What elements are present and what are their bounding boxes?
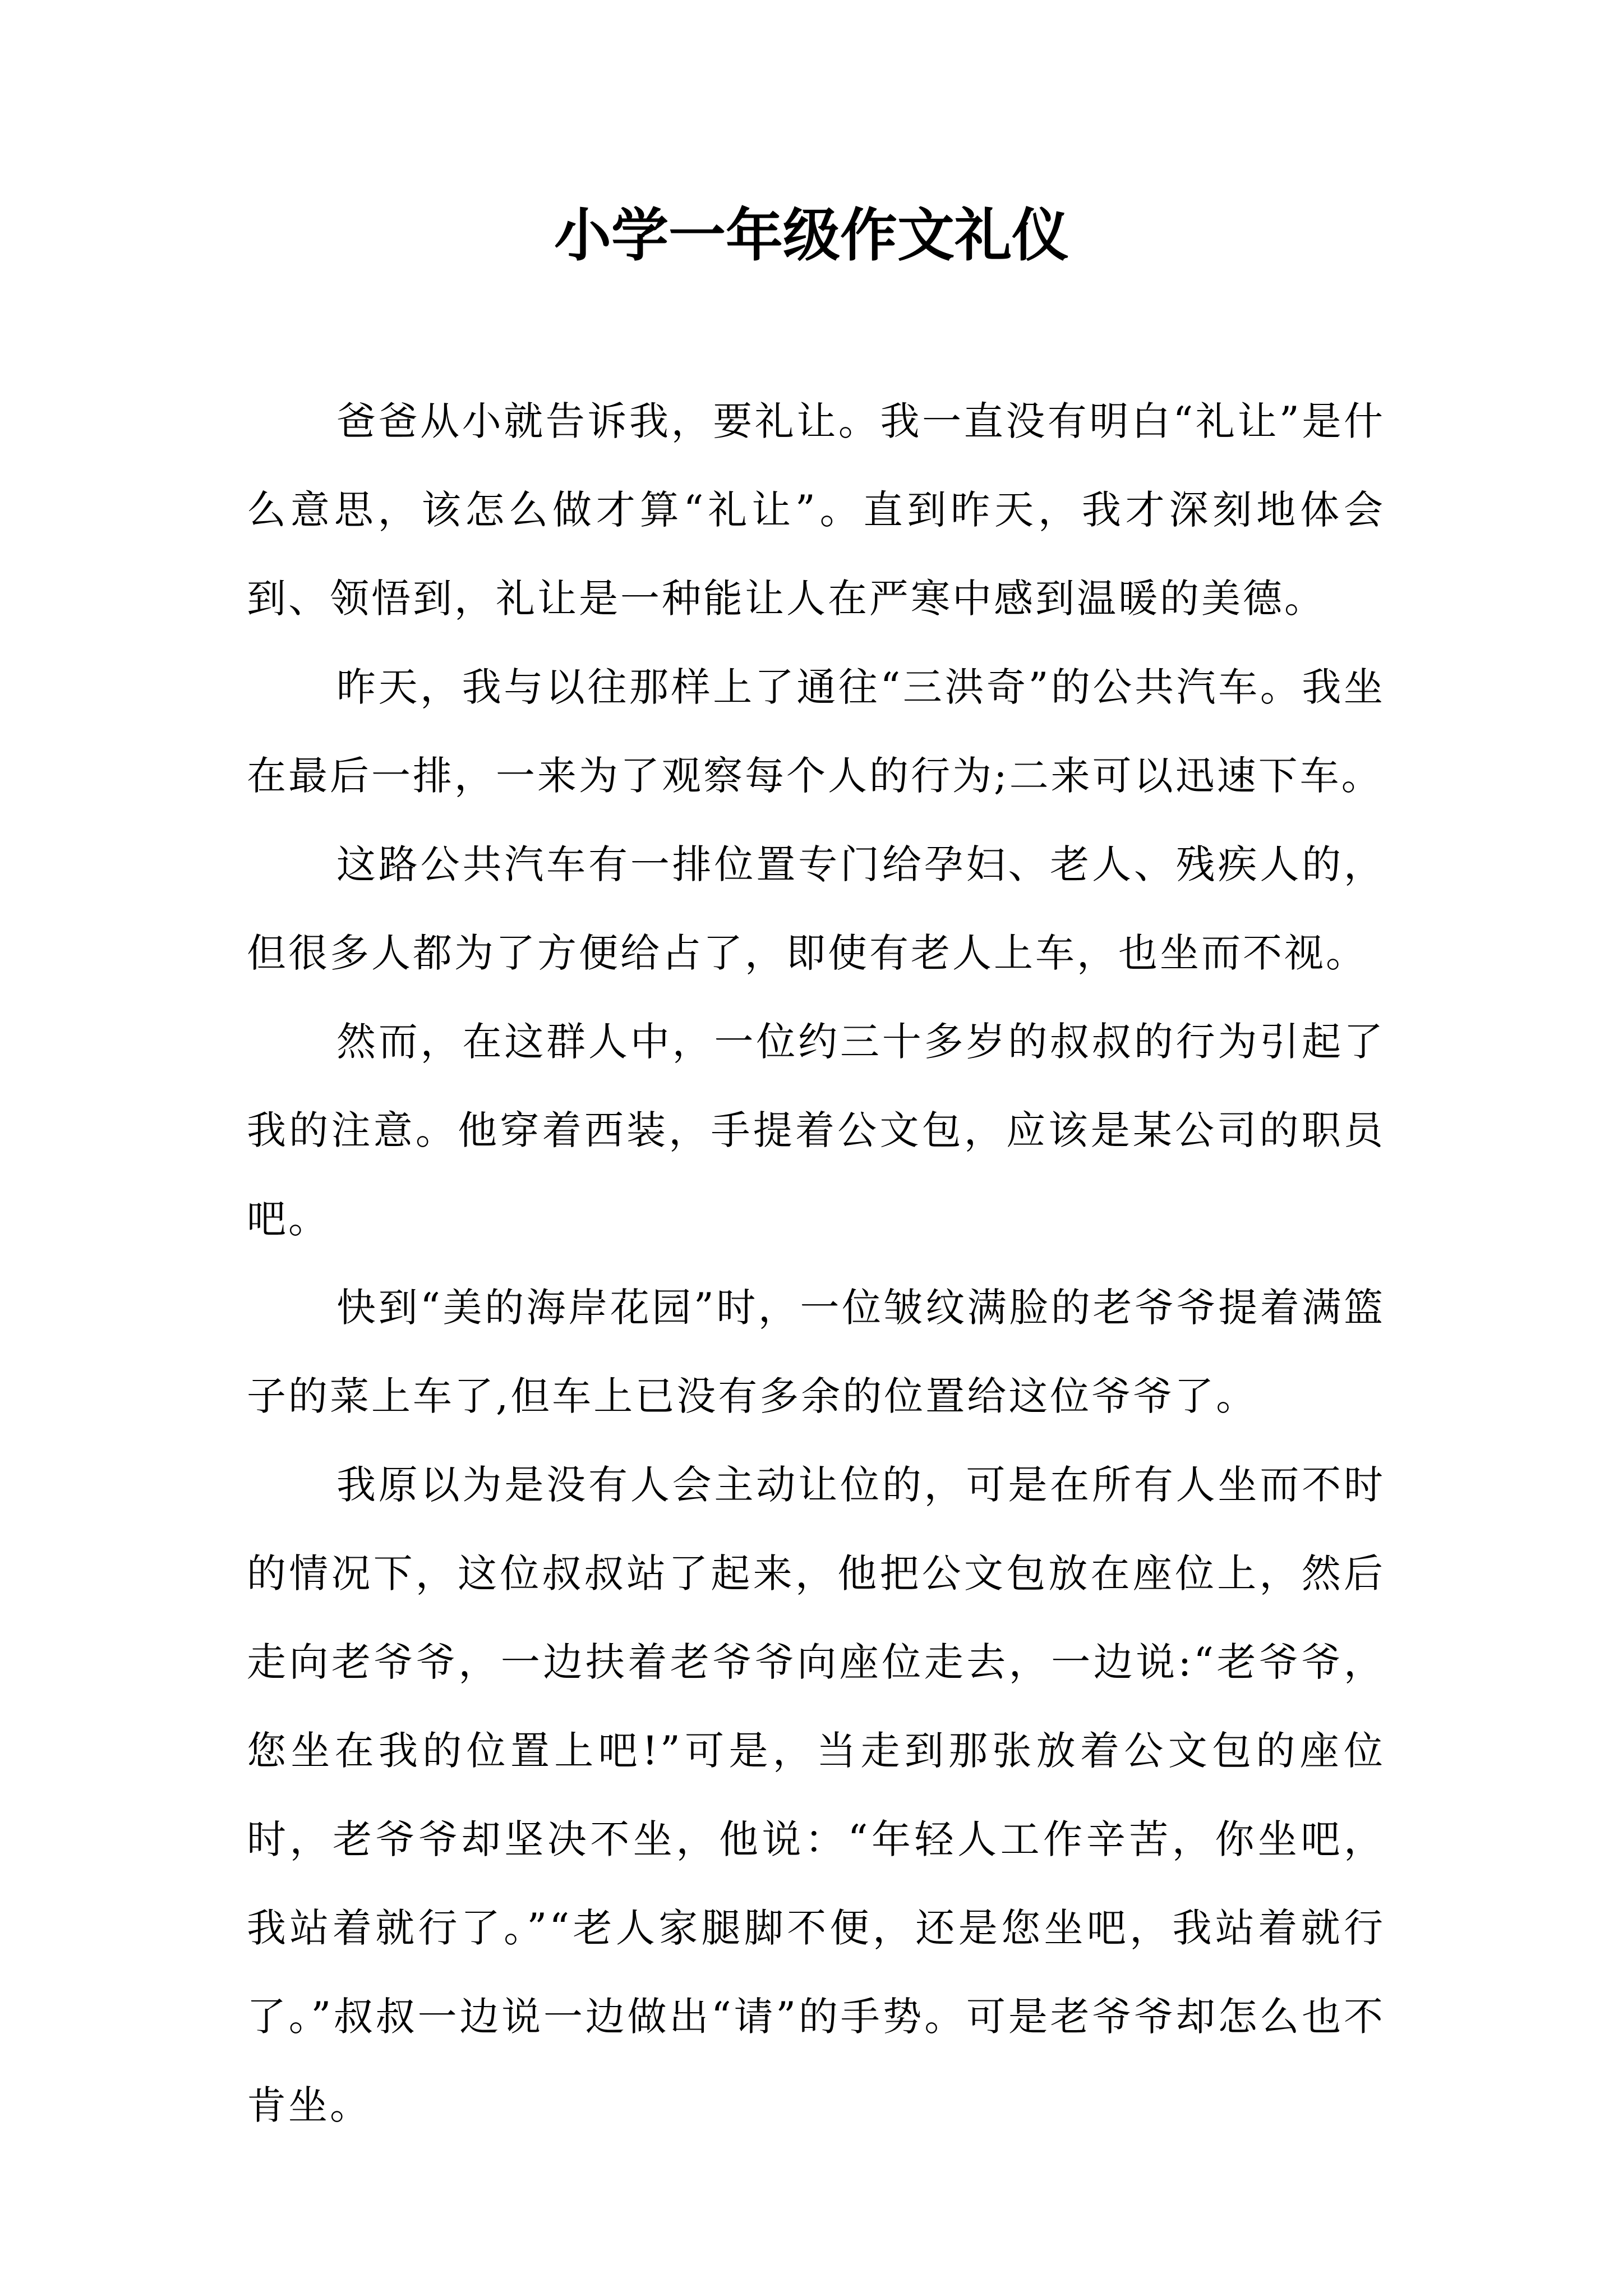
page-title: 小学一年级作文礼仪 <box>554 202 1069 269</box>
paragraph: 这路公共汽车有一排位置专门给孕妇、老人、残疾人的，但很多人都为了方便给占了，即使有老人上车，也坐而不视。 <box>247 841 1385 976</box>
document-body <box>247 377 1385 2150</box>
paragraph: 我原以为是没有人会主动让位的，可是在所有人坐而不时的情况下，这位叔叔站了起来，他把公文包放在座位上，然后走向老爷爷，一边扶着老爷爷向座位走去，一边说:“老爷爷，您坐在我的位置上吧!”可是，当走到那张放着公文包的座位时，老爷爷却坚决不坐，他说：“年轻人工作辛苦，你坐吧，我站着就行了。”“老人家腿脚不便，还是您坐吧，我站着就行了。”叔叔一边说一边做出“请”的手势。可是老爷爷却怎么也不肯坐。 <box>247 1462 1385 2128</box>
paragraph: 昨天，我与以往那样上了通往“三洪奇”的公共汽车。我坐在最后一排，一来为了观察每个人的行为;二来可以迅速下车。 <box>247 664 1385 799</box>
paragraph: 快到“美的海岸花园”时，一位皱纹满脸的老爷爷提着满篮子的菜上车了,但车上已没有多余的位置给这位爷爷了。 <box>247 1285 1385 1419</box>
paragraph: 然而，在这群人中，一位约三十多岁的叔叔的行为引起了我的注意。他穿着西装，手提着公文包，应该是某公司的职员吧。 <box>247 1019 1385 1242</box>
paragraph: 爸爸从小就告诉我，要礼让。我一直没有明白“礼让”是什么意思，该怎么做才算“礼让”。直到昨天，我才深刻地体会到、领悟到，礼让是一种能让人在严寒中感到温暖的美德。 <box>247 398 1385 622</box>
